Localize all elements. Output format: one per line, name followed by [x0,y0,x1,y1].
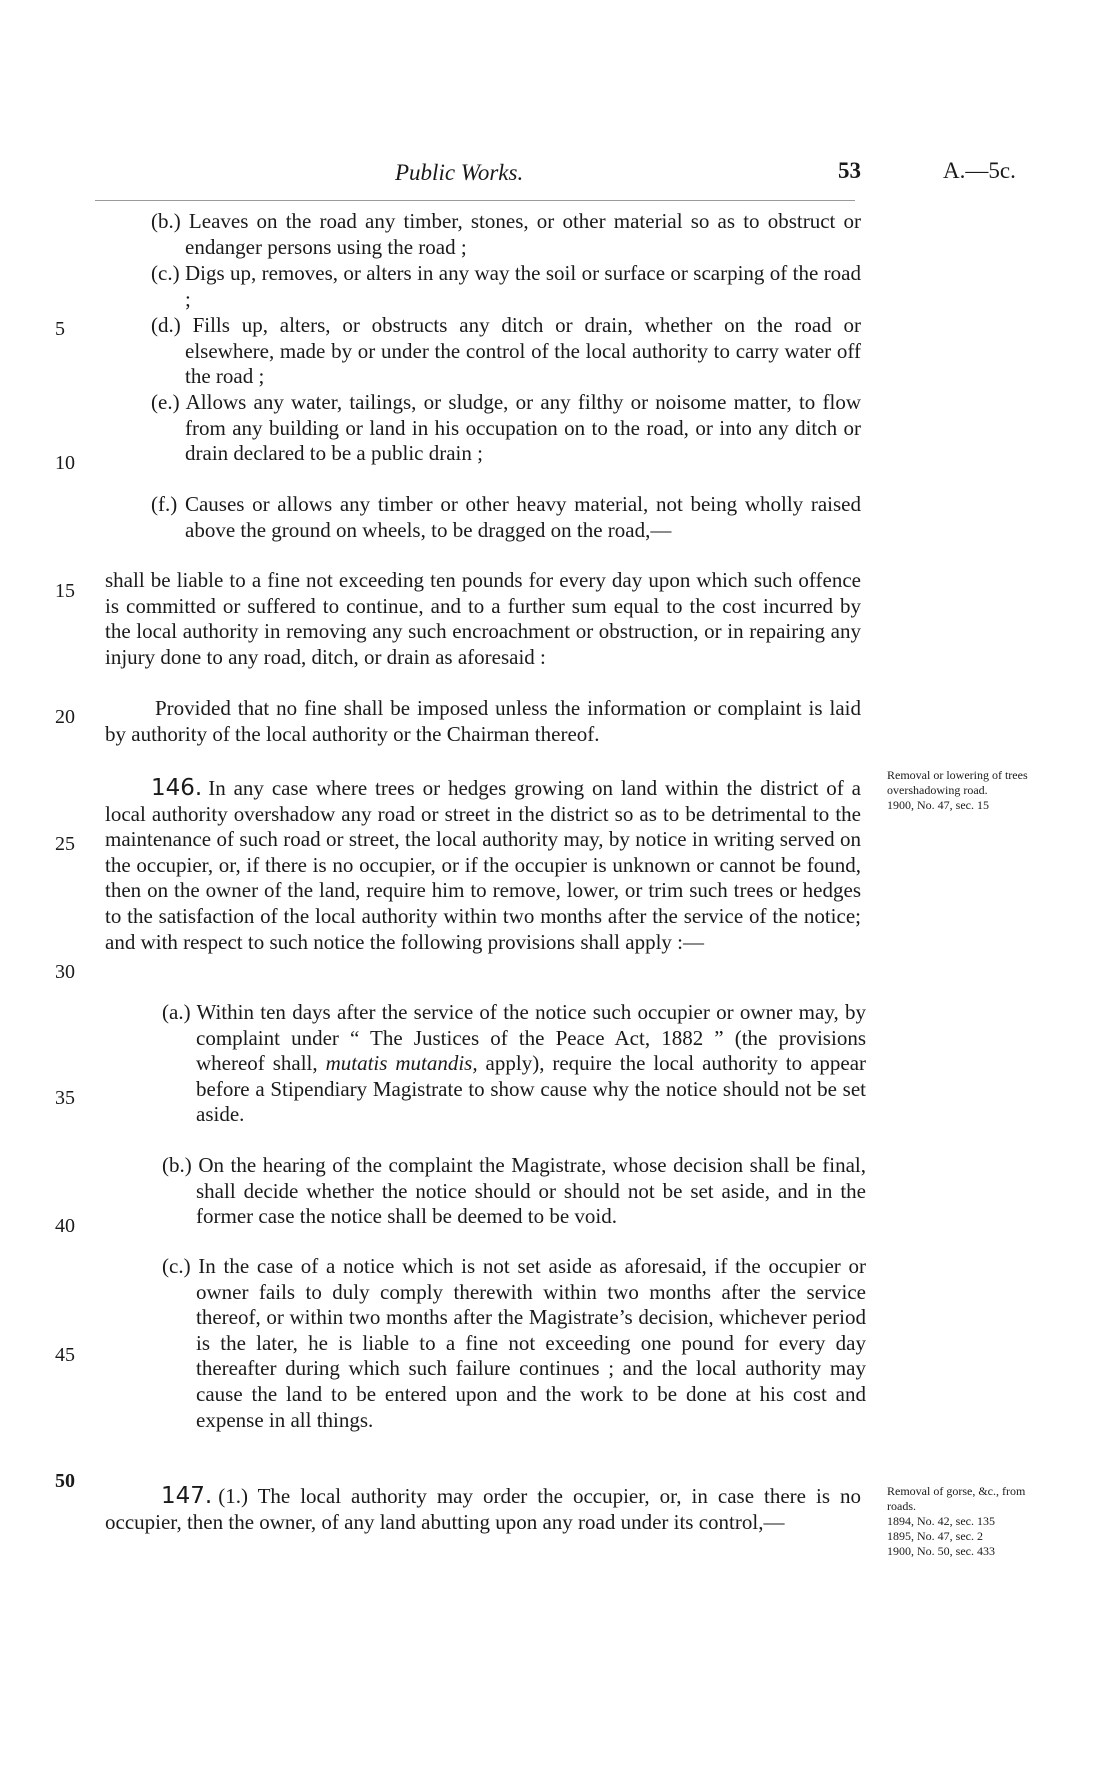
clause-d [151,313,862,390]
clause-text: Digs up, removes, or alters in any way the soil or surface or scarping of the road ; [184,261,861,311]
marginal-note-title: Removal or lowering of trees overshadowing road. [887,768,1028,797]
clause-e [151,390,861,467]
marginal-note-ref: 1894, No. 42, sec. 135 [887,1514,995,1528]
section-number: 146. [151,775,203,801]
header-rule [95,200,855,201]
clause-label: (b.) [151,209,181,233]
clause-label: (c.) [151,261,180,285]
clause-text-after: apply), require the local authority to appear before a Stipendiary Magistrate to show cause why the notice should not be set aside. [196,1051,867,1127]
document-reference: A.—5c. [943,158,1016,183]
line-number-15: 15 [55,580,75,602]
section-text: (1.) The local authority may order the occupier, or, in case there is no occupier, then the owner, of any land abutting upon any road under its control,— [105,1484,861,1534]
marginal-note-ref: 1895, No. 47, sec. 2 [887,1529,983,1543]
clause-b [151,209,862,260]
line-number-25: 25 [55,833,75,855]
line-number-45: 45 [55,1344,75,1366]
clause-text: On the hearing of the complaint the Magistrate, whose decision shall be final, shall decide whether the notice should or should not be set aside, and in the former case the notice shall be deemed to be void. [196,1153,867,1229]
subclause-b [162,1153,867,1230]
subclause-c [162,1254,866,1433]
line-number-5: 5 [55,318,65,340]
subclause-a [162,1000,867,1128]
marginal-note-ref: 1900, No. 47, sec. 15 [887,798,989,812]
line-number-35: 35 [55,1087,75,1109]
line-number-40: 40 [55,1215,75,1237]
line-number-50: 50 [55,1470,75,1492]
penalty-paragraph: shall be liable to a fine not exceeding ten pounds for every day upon which such offence is committed or suffered to continue, and to a further sum equal to the cost incurred by the local authority in removing any such encroachment or obstruction, or in repairing any injury done to any road, ditch, or drain as aforesaid : [105,568,861,669]
proviso-paragraph: Provided that no fine shall be imposed unless the information or complaint is laid by authority of the local authority or the Chairman thereof. [105,696,861,746]
line-number-20: 20 [55,706,75,728]
clause-f [151,492,862,543]
marginal-note-title: Removal of gorse, &c., from roads. [887,1484,1026,1513]
clause-label: (f.) [151,492,178,516]
clause-text: Causes or allows any timber or other heavy material, not being wholly raised above the ground on wheels, to be dragged on the road,— [184,492,862,542]
clause-label: (e.) [151,390,180,414]
section-147 [105,1484,861,1535]
marginal-note-147 [887,1484,1057,1559]
marginal-note-146 [887,768,1057,813]
line-number-30: 30 [55,961,75,983]
page-number: 53 [838,158,861,183]
section-146 [105,776,861,955]
clause-text: Fills up, alters, or obstructs any ditch or drain, whether on the road or elsewhere, made by or under the control of the local authority to carry water off the road ; [185,313,862,389]
clause-text: Within ten days after the service of the notice such occupier or owner may, by complaint under “ The Justices of the Peace Act, 1882 ” (the provisions whereof shall, [196,1000,867,1076]
clause-label: (d.) [151,313,181,337]
clause-text: In the case of a notice which is not set aside as aforesaid, if the occupier or owner fails to duly comply therewith within two months after the service thereof, or within two months after the Magistrate’s decision, whichever period is the later, he is liable to a fine not exceeding one pound for every day thereafter during which such failure continues ; and the local authority may cause the land to be entered upon and the work to be done at his cost and expense in all things. [196,1254,866,1432]
clause-text: Leaves on the road any timber, stones, or other material so as to obstruct or endanger persons using the road ; [185,209,862,259]
clause-label: (c.) [162,1254,191,1278]
clause-italic-phrase: mutatis mutandis, [325,1051,478,1076]
clause-label: (a.) [162,1000,191,1024]
section-number: 147. [161,1483,213,1509]
clause-c [151,261,861,312]
marginal-note-ref: 1900, No. 50, sec. 433 [887,1544,995,1558]
clause-label: (b.) [162,1153,192,1177]
clause-text: Allows any water, tailings, or sludge, or any filthy or noisome matter, to flow from any building or land in his occupation on to the road, or into any ditch or drain declared to be a public drain ; [185,390,861,466]
section-text: In any case where trees or hedges growing on land within the district of a local authority overshadow any road or street in the district so as to be detrimental to the maintenance of such road or street, the local authority may, by notice in writing served on the occupier, or, if there is no occupier, or if the occupier is unknown or cannot be found, then on the owner of the land, require him to remove, lower, or trim such trees or hedges to the satisfaction of the local authority within two months after the service of the notice; and with respect to such notice the following provisions shall apply :— [105,776,861,954]
running-title: Public Works. [395,160,524,185]
line-number-10: 10 [55,452,75,474]
